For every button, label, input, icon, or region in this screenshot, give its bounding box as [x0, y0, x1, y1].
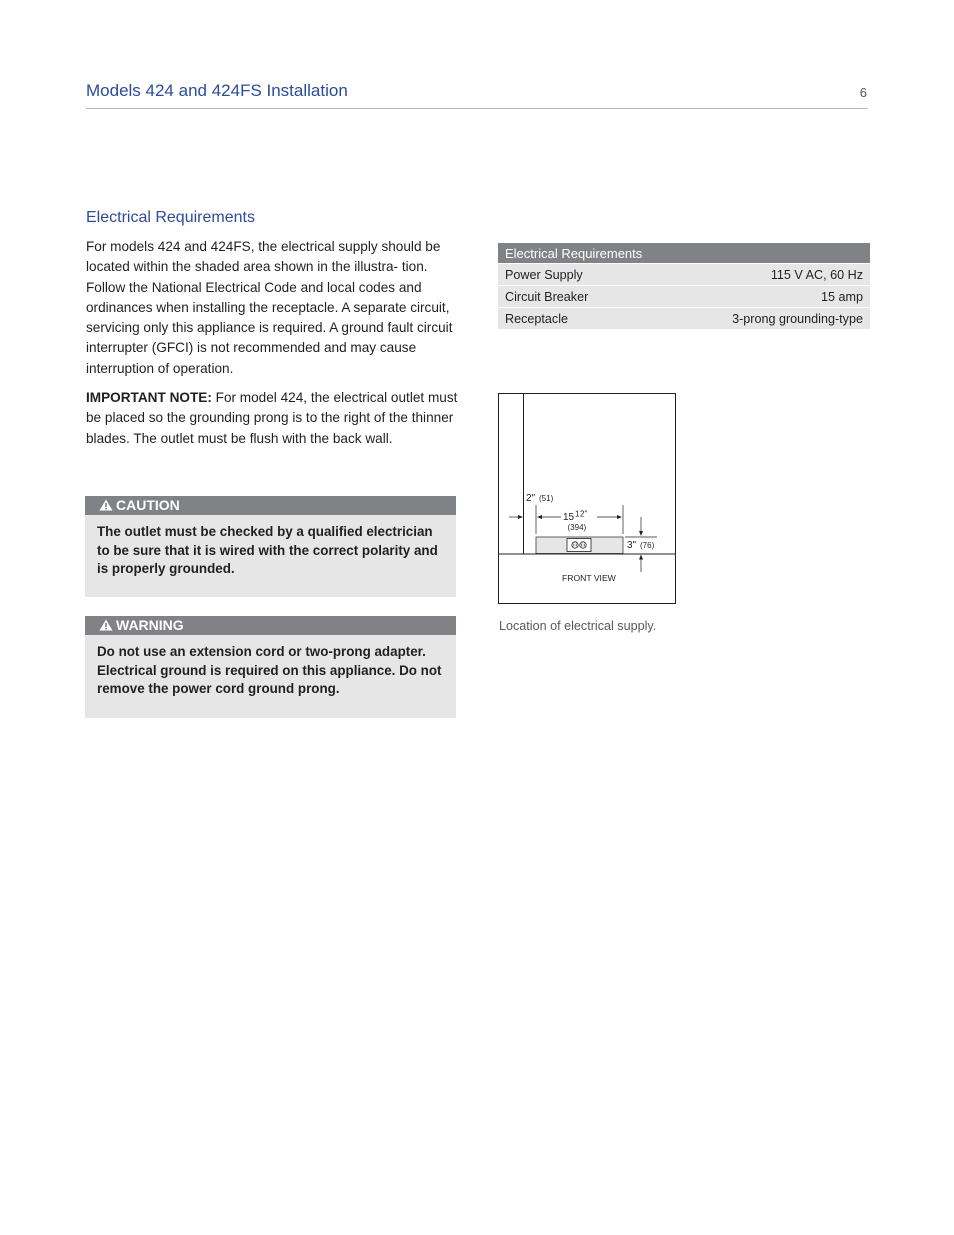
electrical-requirements-table — [498, 243, 870, 329]
row-value: 15 amp — [647, 286, 870, 308]
front-view-label: FRONT VIEW — [562, 573, 616, 583]
dim-width-whole: 15 — [563, 512, 575, 523]
table-row — [498, 286, 870, 308]
intro-paragraph: For models 424 and 424FS, the electrical supply should be located within the shaded area shown in the illustra- tion. Follow the National Electrical Code and local codes and ordinances when installing the receptacle. A separate circuit, servicing only this appliance is required. A ground fault circuit interrupter (GFCI) is not recommended and may cause interruption of operation. — [86, 239, 453, 376]
row-label: Circuit Breaker — [498, 286, 647, 308]
dim-width-mm: (394) — [567, 523, 587, 532]
row-value: 115 V AC, 60 Hz — [647, 264, 870, 286]
table-header-row — [498, 243, 870, 264]
dim-height-mm: (76) — [640, 541, 655, 550]
row-label: Receptacle — [498, 308, 647, 330]
table-row — [498, 264, 870, 286]
table-header: Electrical Requirements — [498, 243, 870, 264]
warning-triangle-icon — [99, 619, 113, 631]
front-view-drawing — [497, 392, 677, 605]
warning-text: Do not use an extension cord or two-prong adapter. Electrical ground is required on this appliance. Do not remove the power cord ground prong. — [97, 644, 442, 697]
caution-box — [85, 496, 456, 597]
dim-left-mm: (51) — [539, 494, 554, 503]
page-number: 6 — [859, 85, 867, 100]
dim-width-denominator: 2" — [580, 509, 588, 519]
row-value: 3-prong grounding-type — [647, 308, 870, 330]
dim-width-numerator: 1 — [575, 509, 580, 519]
dim-left-inches: 2" — [526, 493, 536, 504]
important-note-text: For model 424, the electrical outlet must be placed so the grounding prong is to the right of the thinner blades. The outlet must be flush with the back wall. — [86, 390, 458, 446]
front-view-diagram — [497, 392, 677, 605]
warning-label: WARNING — [116, 617, 184, 633]
header-title: Models 424 and 424FS Installation — [86, 81, 348, 100]
important-note-paragraph — [86, 388, 460, 449]
dim-height-inches: 3" — [627, 540, 637, 551]
outlet-icon — [567, 539, 591, 552]
caution-header — [85, 496, 456, 515]
table-row — [498, 308, 870, 330]
caution-text: The outlet must be checked by a qualified electrician to be sure that it is wired with the correct polarity and is properly grounded. — [97, 524, 438, 577]
warning-box — [85, 616, 456, 718]
important-note-label: IMPORTANT NOTE: — [86, 390, 212, 405]
section-heading: Electrical Requirements — [86, 209, 255, 226]
row-label: Power Supply — [498, 264, 647, 286]
diagram-caption: Location of electrical supply. — [499, 619, 657, 633]
header-rule — [86, 108, 868, 109]
warning-header — [85, 616, 456, 635]
warning-triangle-icon — [99, 499, 113, 511]
caution-label: CAUTION — [116, 497, 180, 513]
